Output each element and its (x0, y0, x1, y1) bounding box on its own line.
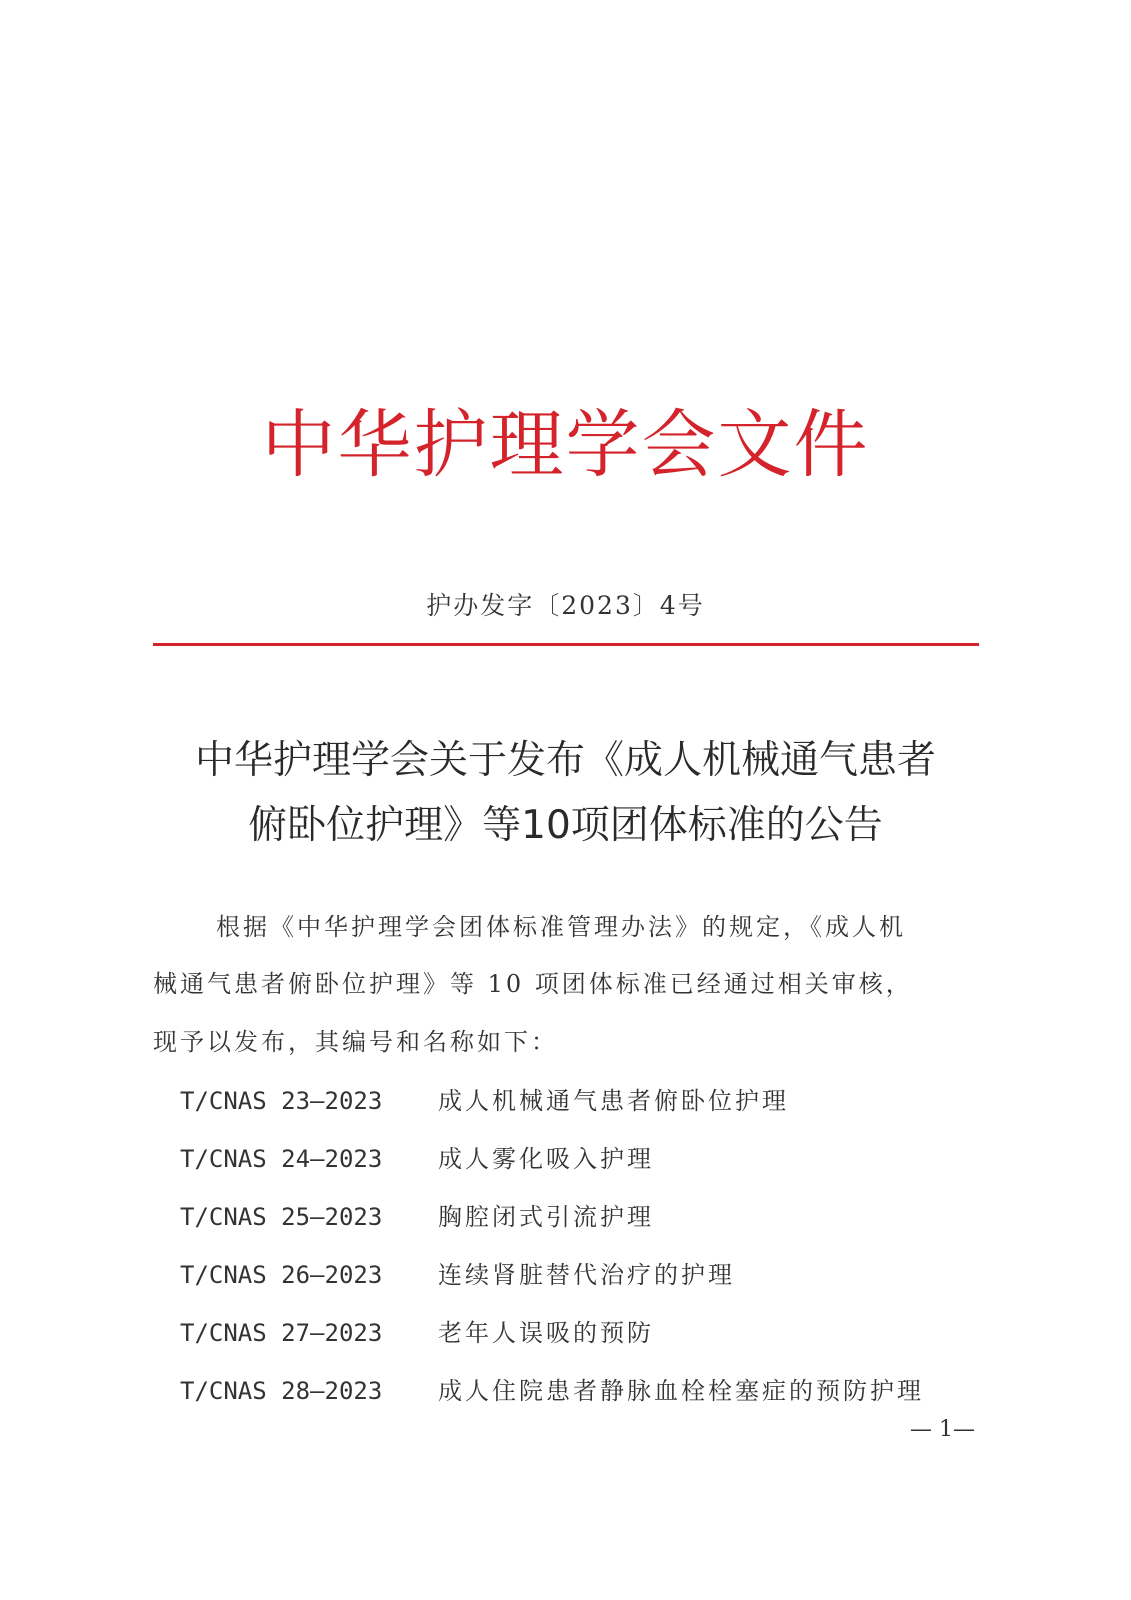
masthead-title: 中华护理学会文件 (261, 402, 870, 488)
body-text-line-1: 根据《中华护理学会团体标准管理办法》的规定，《成人机 (216, 913, 906, 941)
standard-name: 胸腔闭式引流护理 (438, 1203, 654, 1231)
standard-row (0, 1197, 1131, 1237)
body-text-line-2: 械通气患者俯卧位护理》等 10 项团体标准已经通过相关审核， (153, 970, 913, 998)
standard-name: 成人住院患者静脉血栓栓塞症的预防护理 (438, 1377, 924, 1405)
document-number: 护办发字〔2023〕4号 (426, 591, 705, 620)
standard-row (0, 1255, 1131, 1295)
standard-name: 老年人误吸的预防 (438, 1319, 654, 1347)
standard-code: T/CNAS 24—2023 (180, 1145, 383, 1173)
standard-row (0, 1371, 1131, 1411)
announcement-title-line-1: 中华护理学会关于发布《成人机械通气患者 (194, 738, 936, 783)
standard-code: T/CNAS 27—2023 (180, 1319, 383, 1347)
standard-code: T/CNAS 25—2023 (180, 1203, 383, 1231)
standard-name: 连续肾脏替代治疗的护理 (438, 1261, 735, 1289)
standard-code: T/CNAS 26—2023 (180, 1261, 383, 1289)
standard-row (0, 1081, 1131, 1121)
standard-name: 成人机械通气患者俯卧位护理 (438, 1087, 789, 1115)
announcement-title-line-2: 俯卧位护理》等10项团体标准的公告 (248, 803, 883, 848)
standard-row (0, 1313, 1131, 1353)
red-divider (153, 643, 979, 646)
standard-row (0, 1139, 1131, 1179)
standard-code: T/CNAS 23—2023 (180, 1087, 383, 1115)
standard-code: T/CNAS 28—2023 (180, 1377, 383, 1405)
page-number: — 1— (910, 1417, 975, 1442)
body-text-line-3: 现予以发布，其编号和名称如下： (153, 1028, 558, 1056)
standard-name: 成人雾化吸入护理 (438, 1145, 654, 1173)
